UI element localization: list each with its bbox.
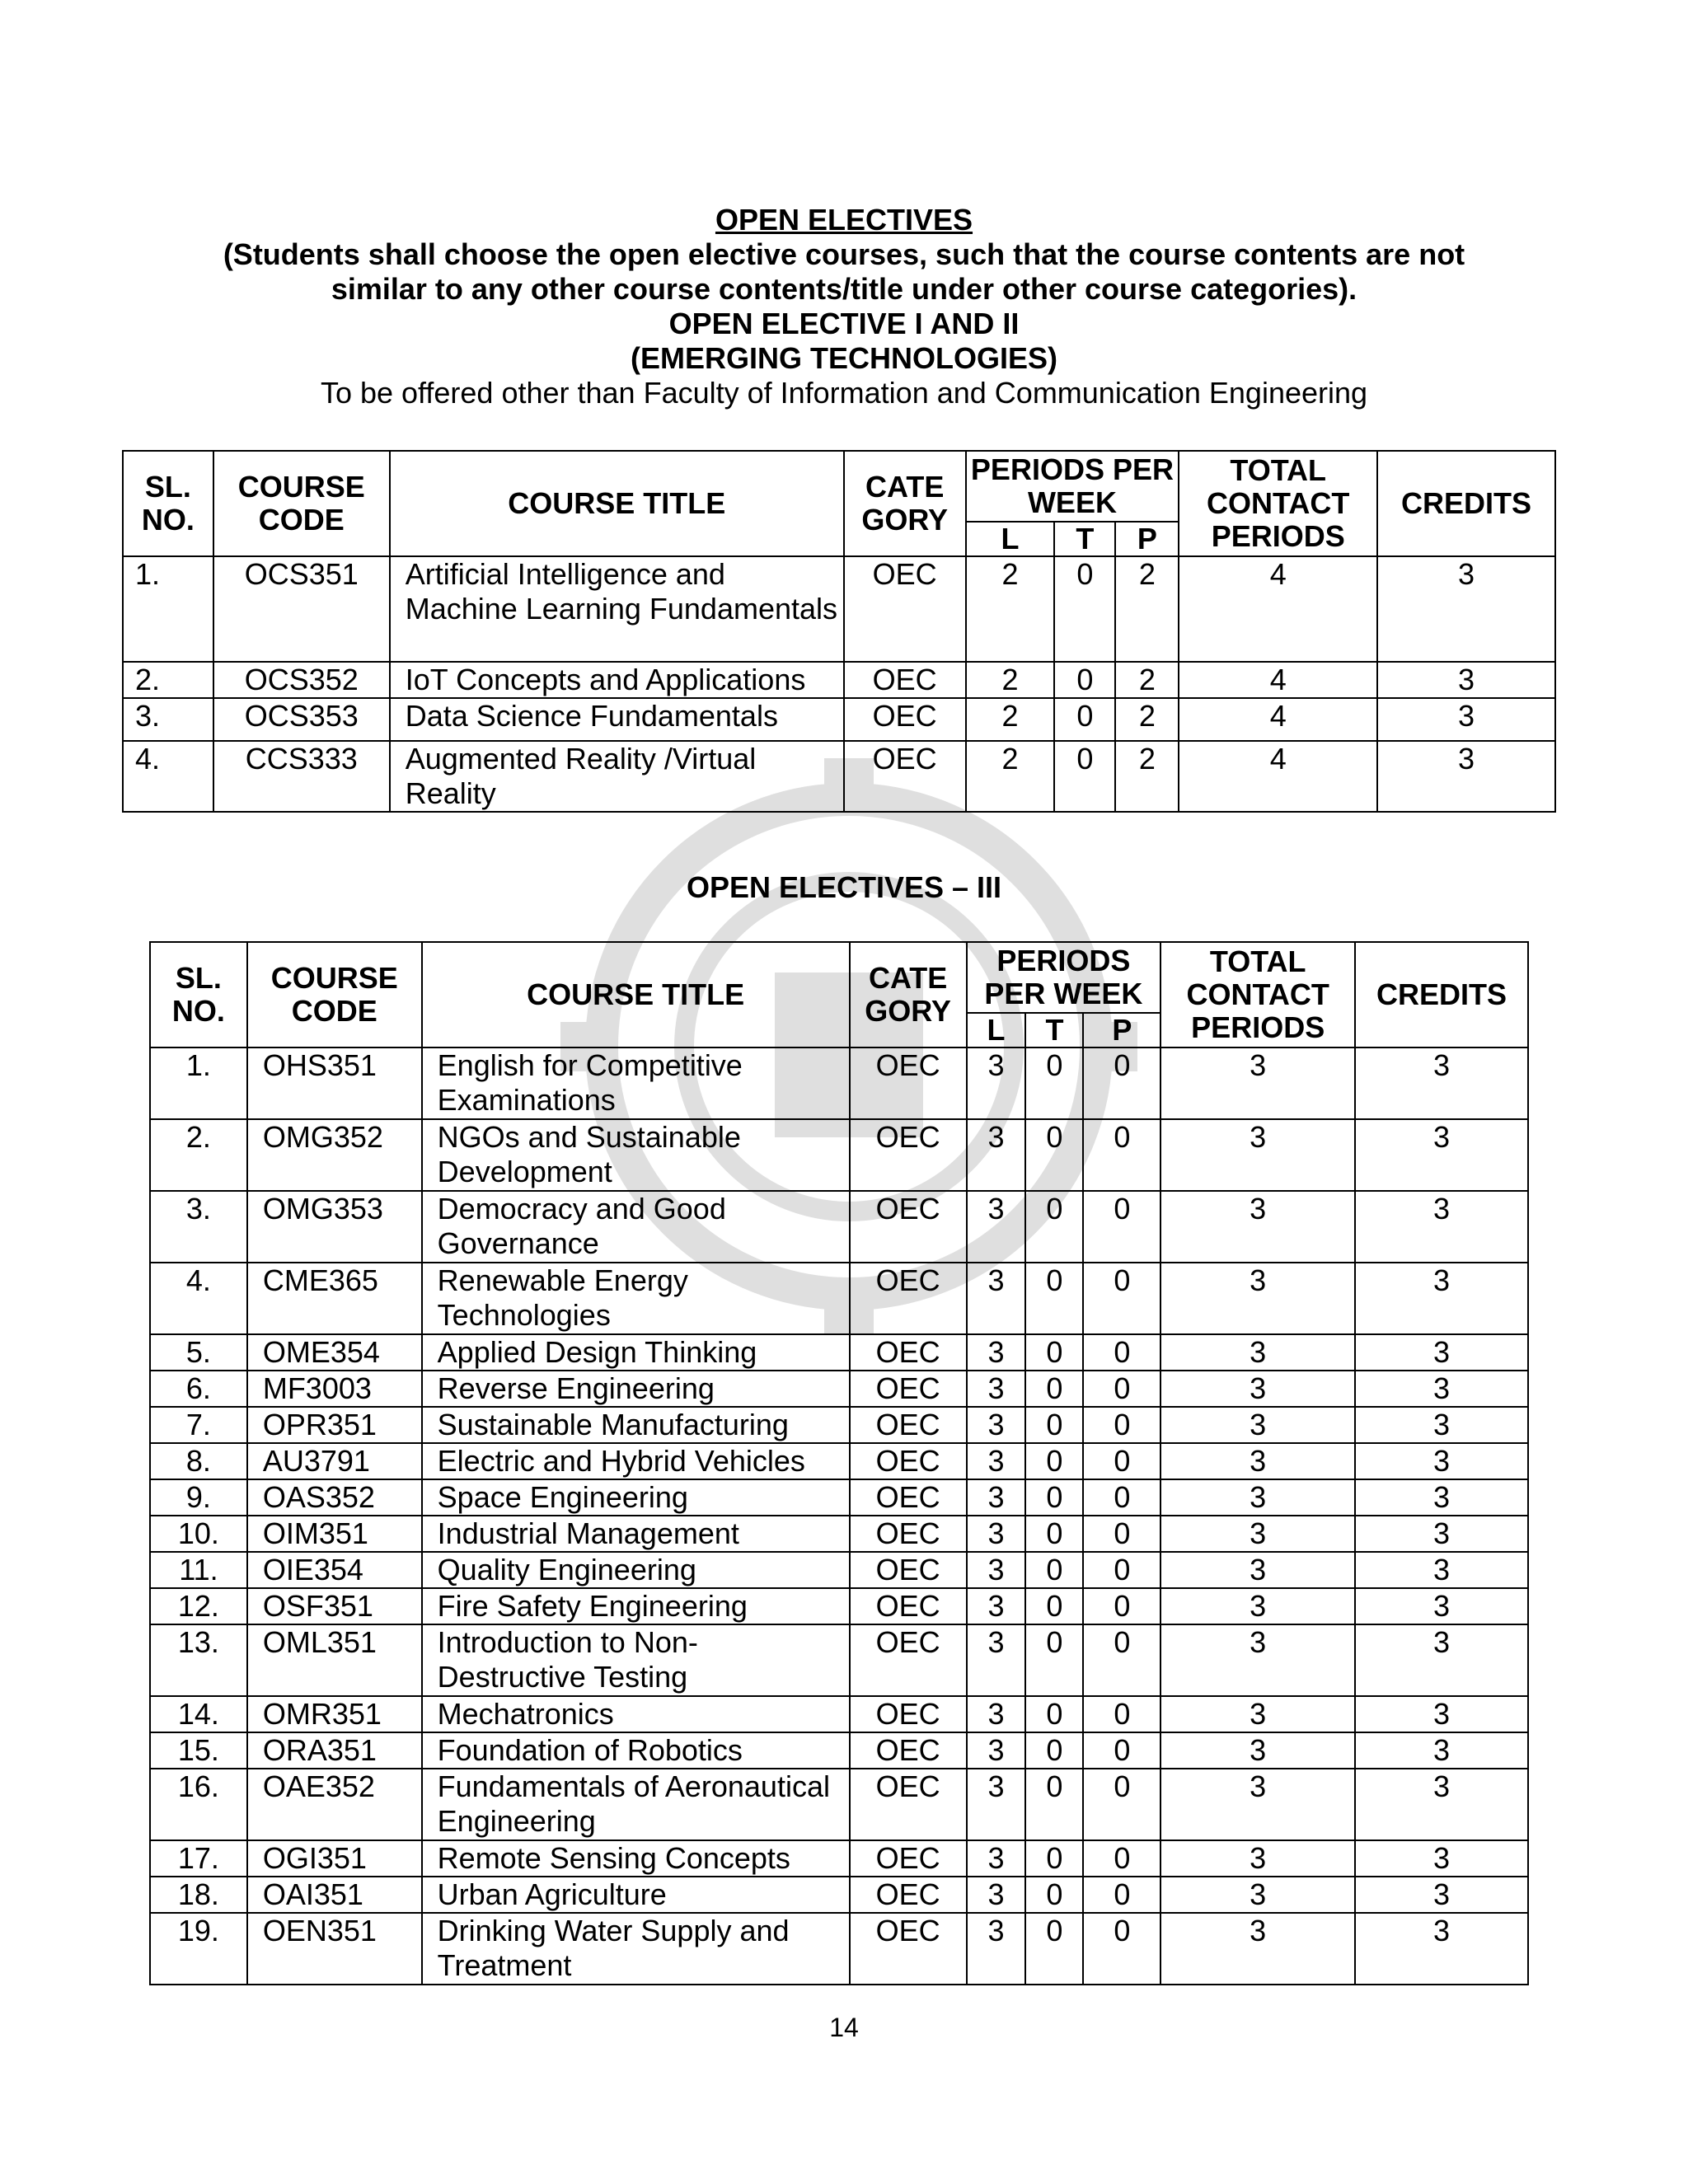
course-title: Electric and Hybrid Vehicles — [422, 1443, 850, 1479]
l-value: 3 — [967, 1552, 1026, 1588]
t-value: 0 — [1025, 1696, 1083, 1732]
credits: 3 — [1355, 1047, 1528, 1119]
l-value: 2 — [966, 741, 1055, 812]
course-code: CME365 — [247, 1263, 422, 1334]
course-title: English for Competitive Examinations — [422, 1047, 850, 1119]
sl-no: 13. — [150, 1624, 247, 1696]
header-course-code: COURSE CODE — [247, 942, 422, 1047]
l-value: 3 — [967, 1769, 1026, 1840]
table-row — [150, 1443, 1528, 1479]
credits: 3 — [1377, 698, 1555, 741]
p-value: 0 — [1083, 1732, 1160, 1769]
course-code: OIM351 — [247, 1516, 422, 1552]
category: OEC — [850, 1407, 967, 1443]
sl-no: 8. — [150, 1443, 247, 1479]
credits: 3 — [1355, 1407, 1528, 1443]
course-title: Reverse Engineering — [422, 1371, 850, 1407]
sl-no: 10. — [150, 1516, 247, 1552]
p-value: 0 — [1083, 1191, 1160, 1263]
course-code: AU3791 — [247, 1443, 422, 1479]
category: OEC — [850, 1479, 967, 1516]
table-row — [150, 1552, 1528, 1588]
course-title: Sustainable Manufacturing — [422, 1407, 850, 1443]
sl-no: 14. — [150, 1696, 247, 1732]
l-value: 3 — [967, 1877, 1026, 1913]
course-code: OAS352 — [247, 1479, 422, 1516]
total-contact: 3 — [1160, 1371, 1355, 1407]
course-title: Data Science Fundamentals — [390, 698, 844, 741]
credits: 3 — [1355, 1913, 1528, 1985]
credits: 3 — [1355, 1443, 1528, 1479]
table-row — [123, 662, 1555, 698]
note-line-1: (Students shall choose the open elective courses, such that the course contents are not — [223, 237, 1465, 271]
credits: 3 — [1355, 1877, 1528, 1913]
sl-no: 11. — [150, 1552, 247, 1588]
sl-no: 15. — [150, 1732, 247, 1769]
total-contact: 3 — [1160, 1696, 1355, 1732]
p-value: 0 — [1083, 1913, 1160, 1985]
p-value: 0 — [1083, 1552, 1160, 1588]
sl-no: 7. — [150, 1407, 247, 1443]
sl-no: 18. — [150, 1877, 247, 1913]
page-number: 14 — [829, 2013, 859, 2042]
header-t: T — [1054, 522, 1115, 556]
total-contact: 3 — [1160, 1732, 1355, 1769]
category: OEC — [844, 662, 966, 698]
p-value: 0 — [1083, 1624, 1160, 1696]
header-credits: CREDITS — [1377, 451, 1555, 556]
course-title: Foundation of Robotics — [422, 1732, 850, 1769]
t-value: 0 — [1025, 1624, 1083, 1696]
course-title: Fundamentals of Aeronautical Engineering — [422, 1769, 850, 1840]
course-code: OML351 — [247, 1624, 422, 1696]
header-course-code: COURSE CODE — [213, 451, 390, 556]
credits: 3 — [1355, 1732, 1528, 1769]
l-value: 3 — [967, 1624, 1026, 1696]
table-row — [123, 556, 1555, 662]
category: OEC — [850, 1443, 967, 1479]
course-code: OCS351 — [213, 556, 390, 662]
header-periods-per-week: PERIODS PER WEEK — [967, 942, 1161, 1013]
t-value: 0 — [1025, 1119, 1083, 1191]
credits: 3 — [1355, 1516, 1528, 1552]
total-contact: 3 — [1160, 1840, 1355, 1877]
p-value: 0 — [1083, 1479, 1160, 1516]
header-p: P — [1083, 1013, 1160, 1047]
table-row — [150, 1263, 1528, 1334]
category: OEC — [850, 1047, 967, 1119]
table-row — [123, 741, 1555, 812]
course-code: ORA351 — [247, 1732, 422, 1769]
category: OEC — [850, 1263, 967, 1334]
t-value: 0 — [1025, 1443, 1083, 1479]
course-title: Remote Sensing Concepts — [422, 1840, 850, 1877]
section1-note: To be offered other than Faculty of Information and Communication Engineering — [320, 376, 1368, 410]
table-row — [150, 1696, 1528, 1732]
p-value: 2 — [1115, 698, 1179, 741]
l-value: 3 — [967, 1191, 1026, 1263]
category: OEC — [850, 1840, 967, 1877]
header-course-title: COURSE TITLE — [422, 942, 850, 1047]
p-value: 2 — [1115, 741, 1179, 812]
page-title: OPEN ELECTIVES — [715, 203, 973, 237]
sl-no: 9. — [150, 1479, 247, 1516]
open-elective-3-table-body — [150, 1047, 1528, 1985]
category: OEC — [850, 1877, 967, 1913]
category: OEC — [844, 741, 966, 812]
sl-no: 1. — [150, 1047, 247, 1119]
table-row — [150, 1119, 1528, 1191]
l-value: 3 — [967, 1913, 1026, 1985]
l-value: 3 — [967, 1047, 1026, 1119]
header-total-contact-periods: TOTAL CONTACT PERIODS — [1160, 942, 1355, 1047]
l-value: 3 — [967, 1371, 1026, 1407]
category: OEC — [850, 1552, 967, 1588]
p-value: 2 — [1115, 556, 1179, 662]
l-value: 3 — [967, 1334, 1026, 1371]
credits: 3 — [1355, 1588, 1528, 1624]
table-row — [150, 1407, 1528, 1443]
t-value: 0 — [1025, 1552, 1083, 1588]
table-row — [150, 1191, 1528, 1263]
course-title: Urban Agriculture — [422, 1877, 850, 1913]
table-row — [150, 1588, 1528, 1624]
header-category: CATE GORY — [850, 942, 967, 1047]
course-title: Space Engineering — [422, 1479, 850, 1516]
t-value: 0 — [1025, 1263, 1083, 1334]
category: OEC — [844, 698, 966, 741]
p-value: 0 — [1083, 1047, 1160, 1119]
course-code: OMG352 — [247, 1119, 422, 1191]
header-sl-no: SL. NO. — [150, 942, 247, 1047]
credits: 3 — [1355, 1624, 1528, 1696]
l-value: 3 — [967, 1516, 1026, 1552]
credits: 3 — [1355, 1479, 1528, 1516]
t-value: 0 — [1054, 741, 1115, 812]
course-title: Drinking Water Supply and Treatment — [422, 1913, 850, 1985]
header-sl-no: SL. NO. — [123, 451, 213, 556]
course-code: OGI351 — [247, 1840, 422, 1877]
credits: 3 — [1355, 1119, 1528, 1191]
course-title: Mechatronics — [422, 1696, 850, 1732]
course-title: Applied Design Thinking — [422, 1334, 850, 1371]
section1-title: OPEN ELECTIVE I AND II — [668, 307, 1020, 340]
header-p: P — [1115, 522, 1179, 556]
course-code: OPR351 — [247, 1407, 422, 1443]
t-value: 0 — [1025, 1516, 1083, 1552]
l-value: 2 — [966, 698, 1055, 741]
total-contact: 3 — [1160, 1334, 1355, 1371]
t-value: 0 — [1025, 1588, 1083, 1624]
category: OEC — [850, 1624, 967, 1696]
course-code: OME354 — [247, 1334, 422, 1371]
table-row — [150, 1840, 1528, 1877]
course-code: OMR351 — [247, 1696, 422, 1732]
total-contact: 3 — [1160, 1191, 1355, 1263]
t-value: 0 — [1025, 1877, 1083, 1913]
header-periods-per-week: PERIODS PER WEEK — [966, 451, 1179, 522]
table-row — [123, 698, 1555, 741]
total-contact: 3 — [1160, 1588, 1355, 1624]
p-value: 0 — [1083, 1840, 1160, 1877]
section2-title: OPEN ELECTIVES – III — [686, 870, 1002, 904]
category: OEC — [850, 1371, 967, 1407]
table-row — [150, 1624, 1528, 1696]
l-value: 3 — [967, 1263, 1026, 1334]
sl-no: 1. — [123, 556, 213, 662]
p-value: 0 — [1083, 1443, 1160, 1479]
p-value: 0 — [1083, 1334, 1160, 1371]
p-value: 0 — [1083, 1263, 1160, 1334]
l-value: 3 — [967, 1119, 1026, 1191]
header-category: CATE GORY — [844, 451, 966, 556]
header-credits: CREDITS — [1355, 942, 1528, 1047]
open-elective-1-2-table — [122, 450, 1556, 813]
table-row — [150, 1047, 1528, 1119]
total-contact: 3 — [1160, 1047, 1355, 1119]
course-title: Industrial Management — [422, 1516, 850, 1552]
table-row — [150, 1732, 1528, 1769]
total-contact: 3 — [1160, 1479, 1355, 1516]
sl-no: 4. — [123, 741, 213, 812]
course-code: OSF351 — [247, 1588, 422, 1624]
total-contact: 4 — [1179, 662, 1377, 698]
l-value: 3 — [967, 1479, 1026, 1516]
total-contact: 4 — [1179, 556, 1377, 662]
l-value: 3 — [967, 1443, 1026, 1479]
course-code: OCS352 — [213, 662, 390, 698]
course-code: OMG353 — [247, 1191, 422, 1263]
sl-no: 2. — [150, 1119, 247, 1191]
total-contact: 4 — [1179, 741, 1377, 812]
course-title: Introduction to Non-Destructive Testing — [422, 1624, 850, 1696]
p-value: 0 — [1083, 1371, 1160, 1407]
l-value: 3 — [967, 1407, 1026, 1443]
total-contact: 3 — [1160, 1769, 1355, 1840]
l-value: 2 — [966, 556, 1055, 662]
t-value: 0 — [1054, 556, 1115, 662]
total-contact: 3 — [1160, 1263, 1355, 1334]
header-course-title: COURSE TITLE — [390, 451, 844, 556]
total-contact: 3 — [1160, 1552, 1355, 1588]
table-row — [150, 1371, 1528, 1407]
total-contact: 3 — [1160, 1443, 1355, 1479]
table-row — [150, 1479, 1528, 1516]
credits: 3 — [1355, 1769, 1528, 1840]
credits: 3 — [1355, 1334, 1528, 1371]
course-code: OAI351 — [247, 1877, 422, 1913]
category: OEC — [850, 1732, 967, 1769]
total-contact: 3 — [1160, 1516, 1355, 1552]
open-elective-3-table — [149, 941, 1529, 1985]
course-title: Augmented Reality /Virtual Reality — [390, 741, 844, 812]
sl-no: 3. — [123, 698, 213, 741]
credits: 3 — [1355, 1371, 1528, 1407]
total-contact: 3 — [1160, 1624, 1355, 1696]
category: OEC — [850, 1334, 967, 1371]
p-value: 0 — [1083, 1407, 1160, 1443]
course-title: NGOs and Sustainable Development — [422, 1119, 850, 1191]
credits: 3 — [1355, 1840, 1528, 1877]
l-value: 3 — [967, 1840, 1026, 1877]
l-value: 2 — [966, 662, 1055, 698]
category: OEC — [850, 1913, 967, 1985]
t-value: 0 — [1054, 698, 1115, 741]
table-row — [150, 1516, 1528, 1552]
table-row — [150, 1334, 1528, 1371]
category: OEC — [850, 1516, 967, 1552]
course-code: OAE352 — [247, 1769, 422, 1840]
p-value: 0 — [1083, 1119, 1160, 1191]
course-code: OCS353 — [213, 698, 390, 741]
course-code: CCS333 — [213, 741, 390, 812]
header-l: L — [967, 1013, 1026, 1047]
sl-no: 2. — [123, 662, 213, 698]
t-value: 0 — [1025, 1407, 1083, 1443]
credits: 3 — [1355, 1191, 1528, 1263]
category: OEC — [850, 1588, 967, 1624]
sl-no: 19. — [150, 1913, 247, 1985]
table-row — [150, 1769, 1528, 1840]
course-code: MF3003 — [247, 1371, 422, 1407]
t-value: 0 — [1025, 1913, 1083, 1985]
total-contact: 3 — [1160, 1913, 1355, 1985]
course-title: Artificial Intelligence and Machine Learning Fundamentals — [390, 556, 844, 662]
p-value: 0 — [1083, 1588, 1160, 1624]
sl-no: 5. — [150, 1334, 247, 1371]
sl-no: 16. — [150, 1769, 247, 1840]
sl-no: 3. — [150, 1191, 247, 1263]
sl-no: 12. — [150, 1588, 247, 1624]
total-contact: 3 — [1160, 1877, 1355, 1913]
p-value: 0 — [1083, 1696, 1160, 1732]
course-title: Quality Engineering — [422, 1552, 850, 1588]
total-contact: 3 — [1160, 1119, 1355, 1191]
course-title: Democracy and Good Governance — [422, 1191, 850, 1263]
table-row — [150, 1877, 1528, 1913]
t-value: 0 — [1025, 1334, 1083, 1371]
l-value: 3 — [967, 1588, 1026, 1624]
category: OEC — [850, 1119, 967, 1191]
total-contact: 3 — [1160, 1407, 1355, 1443]
p-value: 0 — [1083, 1516, 1160, 1552]
l-value: 3 — [967, 1732, 1026, 1769]
sl-no: 17. — [150, 1840, 247, 1877]
course-code: OHS351 — [247, 1047, 422, 1119]
credits: 3 — [1377, 662, 1555, 698]
p-value: 2 — [1115, 662, 1179, 698]
t-value: 0 — [1025, 1371, 1083, 1407]
credits: 3 — [1377, 741, 1555, 812]
t-value: 0 — [1025, 1769, 1083, 1840]
sl-no: 6. — [150, 1371, 247, 1407]
t-value: 0 — [1054, 662, 1115, 698]
credits: 3 — [1355, 1552, 1528, 1588]
t-value: 0 — [1025, 1047, 1083, 1119]
p-value: 0 — [1083, 1769, 1160, 1840]
header-l: L — [966, 522, 1055, 556]
table-row — [150, 1913, 1528, 1985]
l-value: 3 — [967, 1696, 1026, 1732]
sl-no: 4. — [150, 1263, 247, 1334]
course-title: Fire Safety Engineering — [422, 1588, 850, 1624]
header-t: T — [1025, 1013, 1083, 1047]
t-value: 0 — [1025, 1479, 1083, 1516]
category: OEC — [844, 556, 966, 662]
category: OEC — [850, 1191, 967, 1263]
note-line-2: similar to any other course contents/title under other course categories). — [331, 272, 1357, 306]
credits: 3 — [1355, 1696, 1528, 1732]
category: OEC — [850, 1769, 967, 1840]
header-total-contact-periods: TOTAL CONTACT PERIODS — [1179, 451, 1377, 556]
course-title: Renewable Energy Technologies — [422, 1263, 850, 1334]
credits: 3 — [1377, 556, 1555, 662]
p-value: 0 — [1083, 1877, 1160, 1913]
course-code: OEN351 — [247, 1913, 422, 1985]
t-value: 0 — [1025, 1840, 1083, 1877]
credits: 3 — [1355, 1263, 1528, 1334]
course-title: IoT Concepts and Applications — [390, 662, 844, 698]
section1-subtitle: (EMERGING TECHNOLOGIES) — [630, 341, 1057, 375]
category: OEC — [850, 1696, 967, 1732]
total-contact: 4 — [1179, 698, 1377, 741]
t-value: 0 — [1025, 1732, 1083, 1769]
course-code: OIE354 — [247, 1552, 422, 1588]
t-value: 0 — [1025, 1191, 1083, 1263]
